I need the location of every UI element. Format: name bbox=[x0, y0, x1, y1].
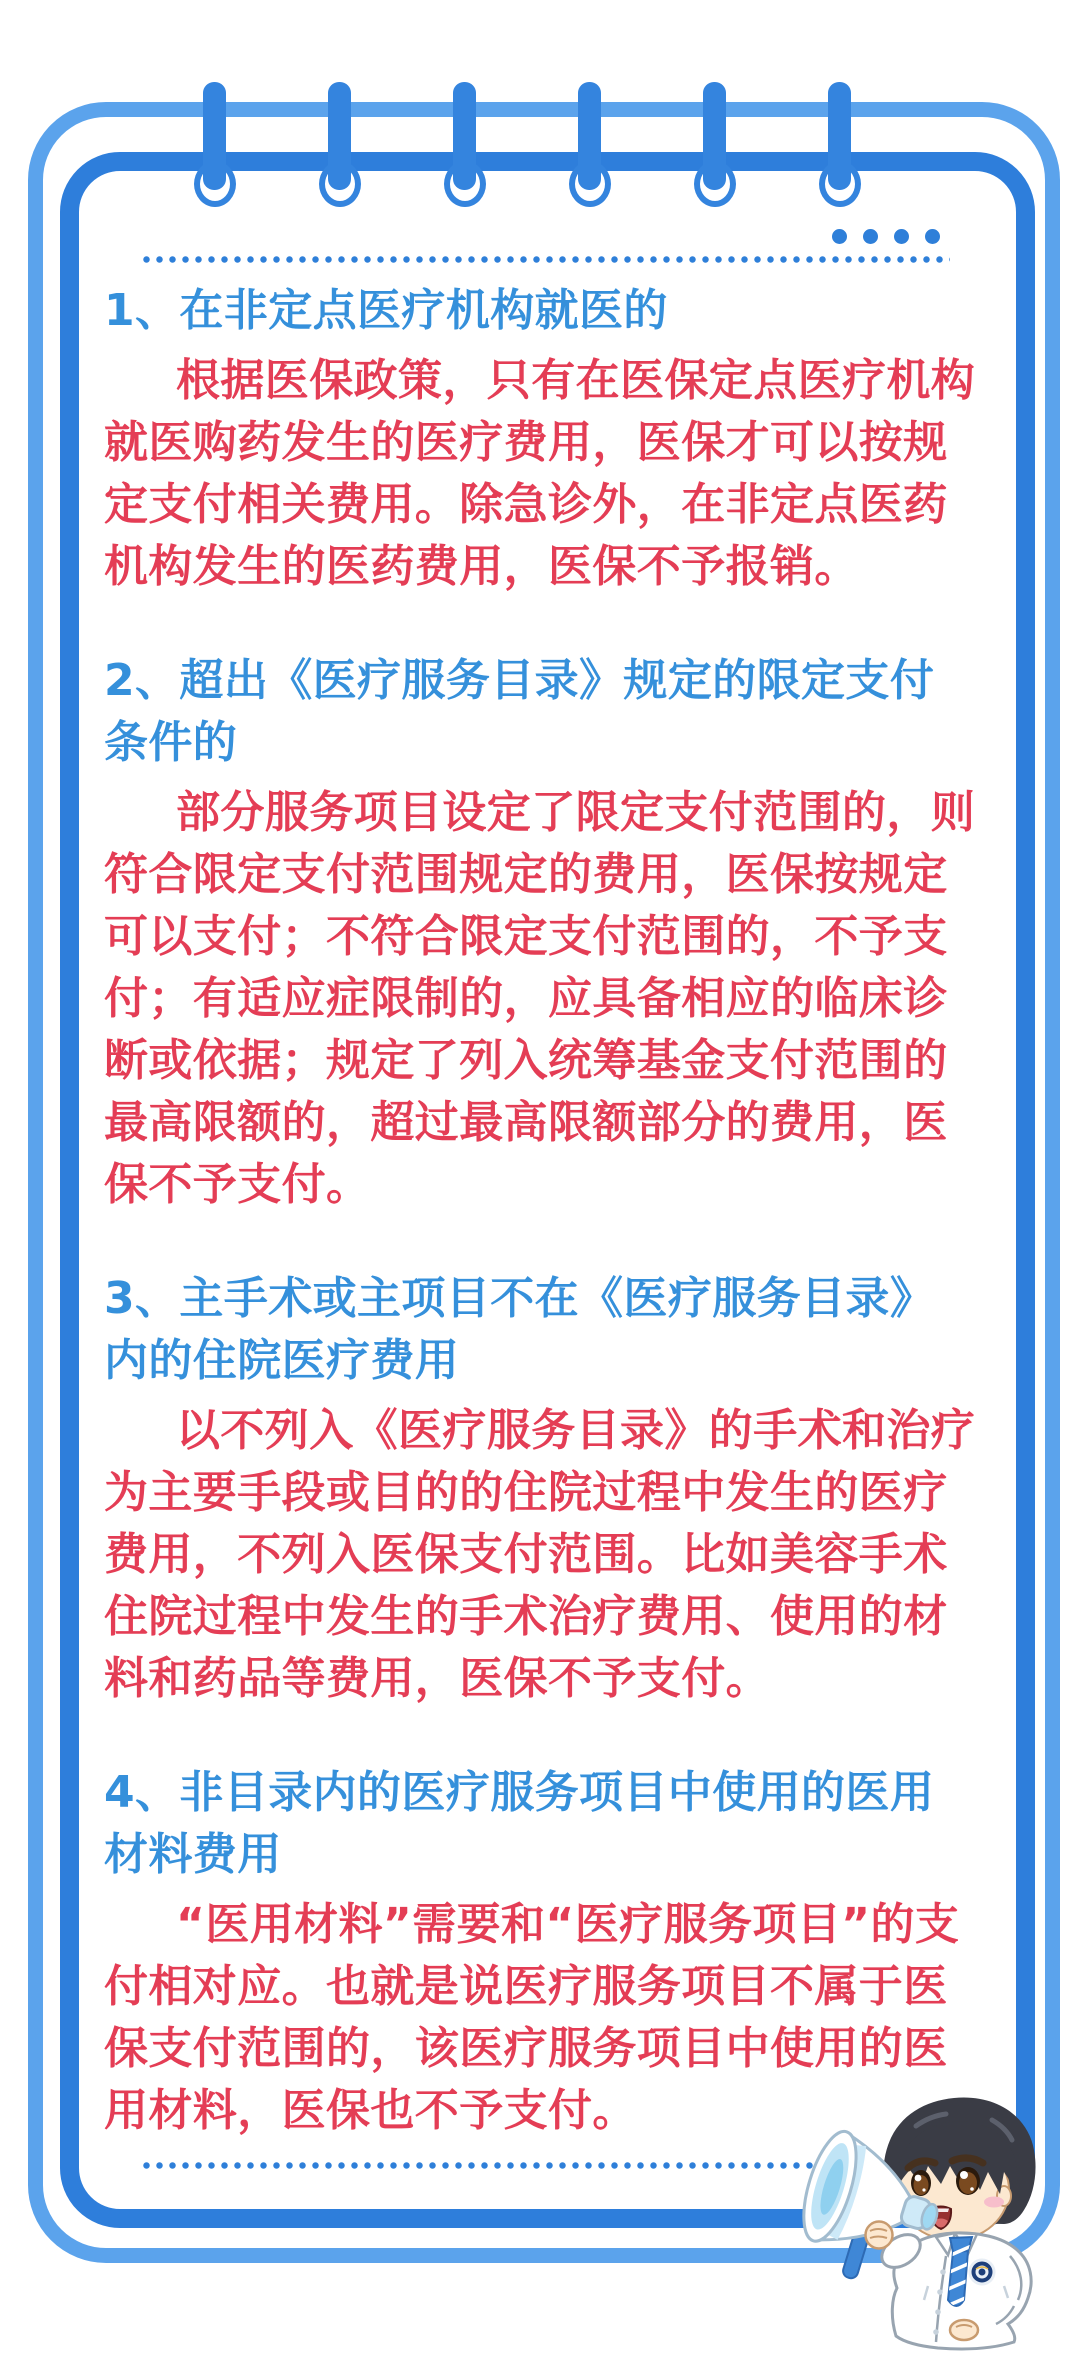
section-4-body: “医用材料”需要和“医疗服务项目”的支付相对应。也就是说医疗服务项目不属于医保支付范围的，该医疗服务项目中使用的医用材料，医保也不予支付。 bbox=[104, 1899, 960, 2136]
ring-tab bbox=[453, 82, 476, 190]
section-3-body: 以不列入《医疗服务目录》的手术和治疗为主要手段或目的的住院过程中发生的医疗费用，不列入医保支付范围。比如美容手术住院过程中发生的手术治疗费用、使用的材料和药品等费用，医保不予支付。 bbox=[104, 1405, 976, 1704]
dot bbox=[925, 229, 940, 244]
announcer-boy-mascot bbox=[778, 2086, 1080, 2360]
left-hand bbox=[866, 2222, 893, 2249]
section-4-heading: 4、非目录内的医疗服务项目中使用的医用材料费用 bbox=[104, 1767, 935, 1880]
notice-content bbox=[104, 280, 978, 2142]
ring-tab bbox=[203, 82, 226, 190]
binder-ring bbox=[442, 78, 488, 210]
section-2-body: 部分服务项目设定了限定支付范围的，则符合限定支付范围规定的费用，医保按规定可以支付；不符合限定支付范围的，不予支付；有适应症限制的，应具备相应的临床诊断或依据；规定了列入统筹基金支付范围的最高限额的，超过最高限额部分的费用，医保不予支付。 bbox=[104, 787, 976, 1210]
left-eye bbox=[911, 2170, 931, 2196]
binder-ring bbox=[817, 78, 863, 210]
section-3 bbox=[104, 1268, 978, 1710]
section-4 bbox=[104, 1762, 978, 2142]
top-dotted-divider bbox=[143, 256, 950, 263]
binder-ring bbox=[567, 78, 613, 210]
section-3-heading: 3、主手术或主项目不在《医疗服务目录》内的住院医疗费用 bbox=[104, 1273, 935, 1386]
ring-tab bbox=[703, 82, 726, 190]
ring-tab bbox=[828, 82, 851, 190]
dot bbox=[863, 229, 878, 244]
section-1-heading: 1、在非定点医疗机构就医的 bbox=[104, 285, 668, 336]
right-blush bbox=[984, 2197, 1004, 2208]
ornament-dots bbox=[832, 229, 940, 244]
section-2-heading: 2、超出《医疗服务目录》规定的限定支付条件的 bbox=[104, 655, 935, 768]
right-eye bbox=[956, 2167, 980, 2195]
badge bbox=[970, 2260, 994, 2284]
section-1 bbox=[104, 280, 978, 598]
binder-ring bbox=[192, 78, 238, 210]
section-2 bbox=[104, 650, 978, 1216]
dot bbox=[894, 229, 909, 244]
dot bbox=[832, 229, 847, 244]
ring-tab bbox=[578, 82, 601, 190]
binder-ring bbox=[317, 78, 363, 210]
section-1-body: 根据医保政策，只有在医保定点医疗机构就医购药发生的医疗费用，医保才可以按规定支付相关费用。除急诊外，在非定点医药机构发生的医药费用，医保不予报销。 bbox=[104, 355, 976, 592]
binder-ring bbox=[692, 78, 738, 210]
ring-tab bbox=[328, 82, 351, 190]
right-hand bbox=[950, 2320, 978, 2340]
